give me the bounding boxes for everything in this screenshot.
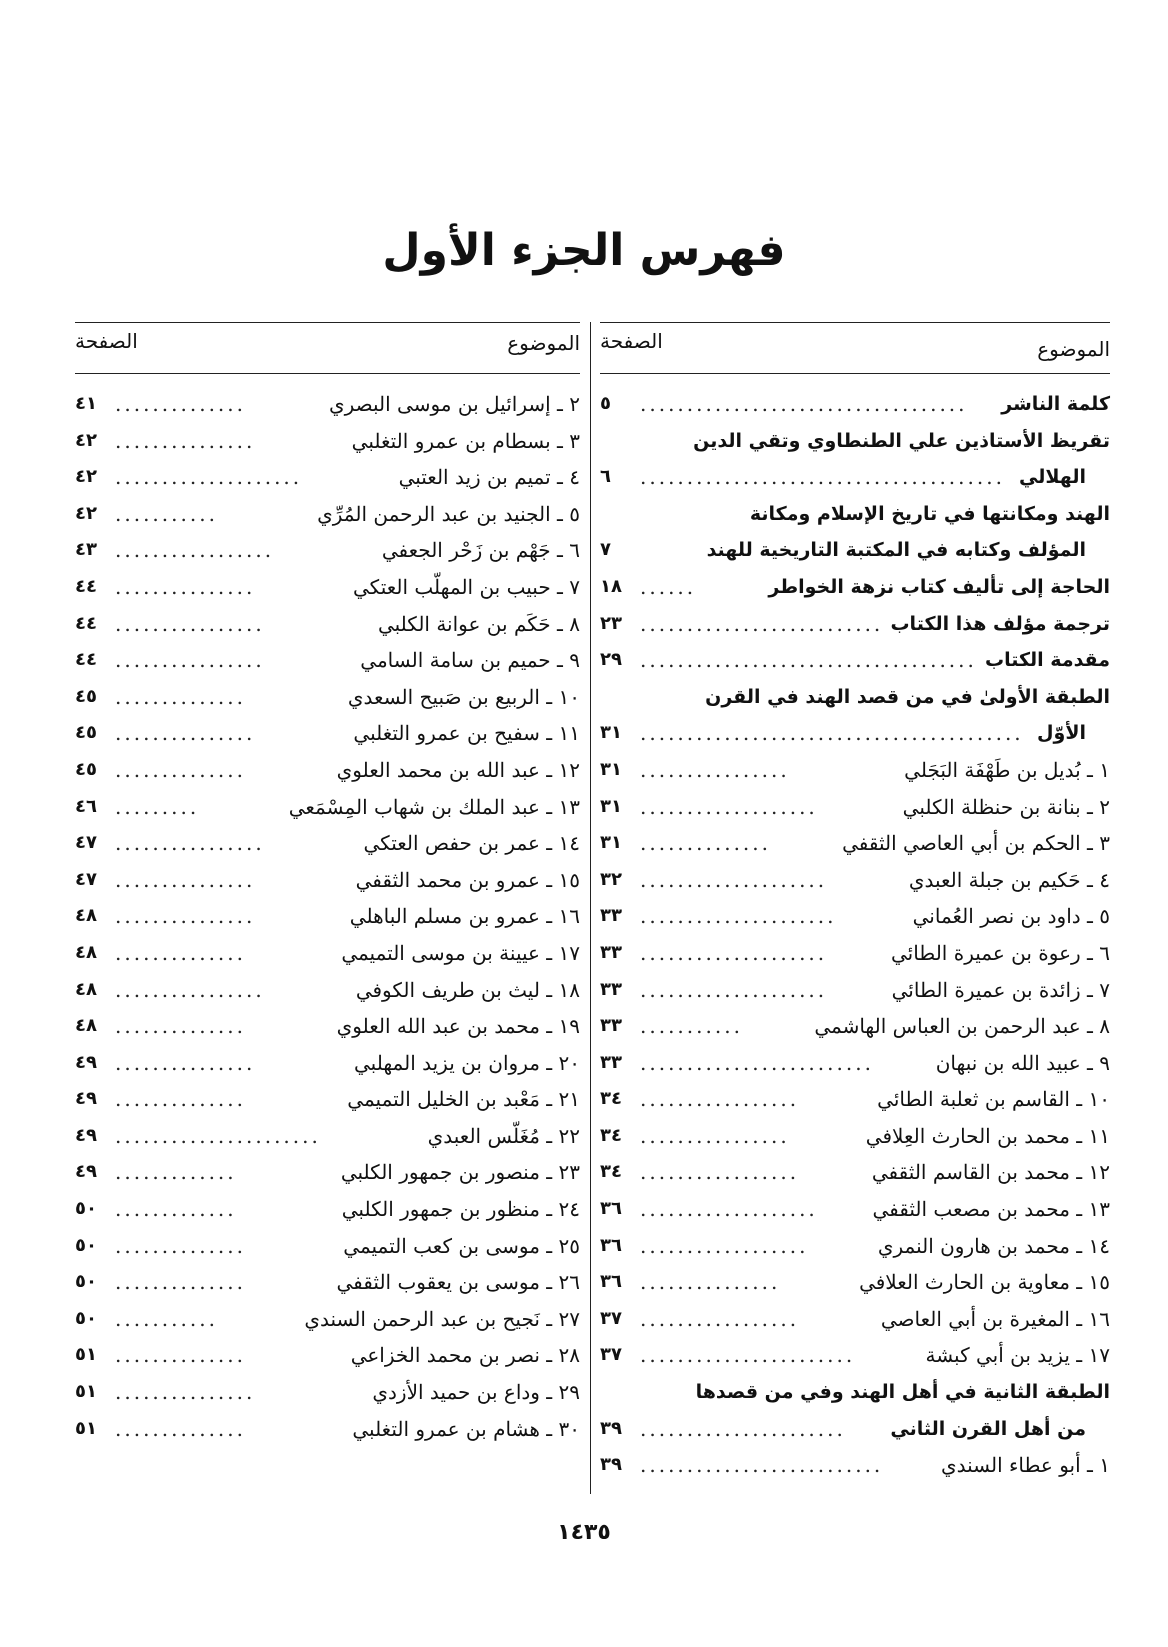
- toc-entry-title: ٢٤ ـ منظور بن جمهور الكلبي: [341, 1197, 580, 1222]
- toc-entry-title: ١٣ ـ عبد الملك بن شهاب المِسْمَعي: [288, 794, 580, 819]
- toc-entry-title: ٥ ـ الجنيد بن عبد الرحمن المُرِّي: [317, 501, 580, 526]
- toc-entry-title: ٥ ـ داود بن نصر العُماني: [912, 904, 1110, 929]
- toc-entry: [600, 606, 1110, 643]
- toc-entry-page: ٣٢: [600, 868, 622, 890]
- toc-entry: [75, 825, 580, 862]
- toc-entry-page: ٤٧: [75, 868, 97, 890]
- page-header: الصفحة: [600, 329, 663, 353]
- dot-leader: ...............: [115, 574, 256, 599]
- dot-leader: ................: [115, 977, 265, 1002]
- toc-entry: [600, 679, 1110, 716]
- toc-entry-title: ٩ ـ عبيد الله بن نبهان: [935, 1050, 1110, 1075]
- toc-entry-title: ١٥ ـ معاوية بن الحارث العلافي: [859, 1270, 1110, 1295]
- toc-entry-title: ٣ ـ الحكم بن أبي العاصي الثقفي: [842, 831, 1110, 856]
- toc-entry: [75, 898, 580, 935]
- dot-leader: ................: [115, 611, 265, 636]
- toc-entry-title: ٤ ـ تميم بن زيد العتبي: [398, 465, 580, 490]
- toc-entry-page: ٤٣: [75, 539, 97, 561]
- toc-entry-title: ١٠ ـ الربيع بن صَبيح السعدي: [347, 684, 580, 709]
- toc-entry-title: ٤ ـ حَكيم بن جبلة العبدي: [908, 867, 1110, 892]
- toc-entry-title: ١٠ ـ القاسم بن ثعلبة الطائي: [877, 1087, 1110, 1112]
- dot-leader: ...................: [640, 794, 818, 819]
- toc-entry-page: ٣٣: [600, 1051, 622, 1073]
- dot-leader: ................: [115, 648, 265, 673]
- toc-entry: [600, 386, 1110, 423]
- toc-entry: [75, 1008, 580, 1045]
- toc-entry: [75, 423, 580, 460]
- dot-leader: ..........................: [640, 1453, 884, 1478]
- dot-leader: .......................: [640, 1343, 856, 1368]
- dot-leader: .............: [115, 1197, 237, 1222]
- toc-entry: [75, 386, 580, 423]
- toc-entry-title: ٣٠ ـ هشام بن عمرو التغلبي: [352, 1416, 580, 1441]
- toc-entry-title: ١٧ ـ يزيد بن أبي كبشة: [925, 1343, 1110, 1368]
- toc-entry-title: من أهل القرن الثاني: [890, 1417, 1086, 1440]
- toc-entry: [600, 1081, 1110, 1118]
- dot-leader: ......................: [640, 1416, 846, 1441]
- toc-entry-page: ٥: [600, 393, 611, 414]
- dot-leader: ....................: [640, 940, 828, 965]
- dot-leader: ...................: [640, 1197, 818, 1222]
- toc-entry-title: ٧ ـ حبيب بن المهلّب العتكي: [353, 574, 580, 599]
- toc-entry-title: ٨ ـ عبد الرحمن بن العباس الهاشمي: [814, 1014, 1110, 1039]
- dot-leader: ................: [115, 831, 265, 856]
- dot-leader: .........................: [640, 1050, 874, 1075]
- toc-entry-page: ٥٠: [75, 1307, 97, 1329]
- dot-leader: ...........: [640, 1014, 743, 1039]
- dot-leader: ....................: [640, 977, 828, 1002]
- toc-entry-page: ٣٧: [600, 1307, 622, 1329]
- toc-entry-title: تقريظ الأستاذين علي الطنطاوي وتقي الدين: [693, 429, 1110, 452]
- toc-entry-page: ٣١: [600, 722, 622, 744]
- toc-entry: [75, 459, 580, 496]
- page-number: ١٤٣٥: [557, 1520, 611, 1545]
- toc-entry-page: ٤٢: [75, 466, 97, 488]
- dot-leader: ...........: [115, 501, 218, 526]
- toc-entry: [75, 1411, 580, 1448]
- toc-entry-page: ٤٨: [75, 1015, 97, 1037]
- toc-entry-title: ٢٦ ـ موسى بن يعقوب الثقفي: [336, 1270, 580, 1295]
- toc-entry-title: ١٢ ـ محمد بن القاسم الثقفي: [871, 1160, 1110, 1185]
- toc-entry-title: ٣ ـ بسطام بن عمرو التغلبي: [351, 428, 580, 453]
- toc-entry: [600, 1411, 1110, 1448]
- toc-entry-page: ٣١: [600, 758, 622, 780]
- toc-entry-page: ٤٤: [75, 649, 97, 671]
- toc-entry-title: ١٨ ـ ليث بن طريف الكوفي: [355, 977, 580, 1002]
- dot-leader: ..............: [115, 1014, 247, 1039]
- dot-leader: ...............: [115, 1050, 256, 1075]
- toc-entry: [75, 1045, 580, 1082]
- toc-entry: [600, 569, 1110, 606]
- toc-entry: [600, 1447, 1110, 1484]
- toc-entry-page: ٢٣: [600, 612, 622, 634]
- dot-leader: ....................: [115, 465, 303, 490]
- toc-entry: [75, 569, 580, 606]
- toc-entry-page: ٣٣: [600, 978, 622, 1000]
- toc-entry: [600, 496, 1110, 533]
- toc-entry-page: ٣٣: [600, 1015, 622, 1037]
- toc-entry-page: ٥٠: [75, 1234, 97, 1256]
- dot-leader: ...............: [115, 904, 256, 929]
- toc-entry-page: ٤٥: [75, 758, 97, 780]
- dot-leader: ..............: [115, 1343, 247, 1368]
- dot-leader: .....................: [640, 904, 837, 929]
- dot-leader: ..............: [115, 392, 247, 416]
- toc-entry-title: الحاجة إلى تأليف كتاب نزهة الخواطر: [768, 575, 1110, 598]
- toc-entry-title: ١ ـ أبو عطاء السندي: [940, 1453, 1110, 1478]
- toc-entry: [75, 1337, 580, 1374]
- toc-entry-page: ٤٢: [75, 502, 97, 524]
- toc-entry-page: ٣٩: [600, 1454, 622, 1476]
- toc-entry: [600, 1118, 1110, 1155]
- dot-leader: .................: [640, 1306, 800, 1331]
- toc-entry: [75, 935, 580, 972]
- toc-entry-title: ١٢ ـ عبد الله بن محمد العلوي: [336, 757, 580, 782]
- toc-entry: [600, 1337, 1110, 1374]
- toc-entry: [600, 1154, 1110, 1191]
- dot-leader: ...............: [115, 721, 256, 746]
- toc-entry: [75, 642, 580, 679]
- dot-leader: ..................: [640, 1233, 809, 1258]
- toc-entry-page: ٥١: [75, 1417, 97, 1439]
- toc-entry: [600, 1374, 1110, 1411]
- toc-entry: [75, 715, 580, 752]
- toc-entry-page: ٤٨: [75, 941, 97, 963]
- toc-entry-title: ١٦ ـ المغيرة بن أبي العاصي: [880, 1306, 1110, 1331]
- toc-entry-page: ٥٠: [75, 1198, 97, 1220]
- toc-entry: [75, 1191, 580, 1228]
- toc-list: [75, 386, 580, 1447]
- dot-leader: .........................................: [640, 721, 1024, 746]
- toc-entry-title: ١١ ـ محمد بن الحارث العِلافي: [865, 1123, 1110, 1148]
- toc-entry-page: ٤٦: [75, 795, 97, 817]
- toc-entry-title: الأوّل: [1037, 722, 1086, 745]
- toc-entry: [75, 1374, 580, 1411]
- dot-leader: ..............: [115, 757, 247, 782]
- toc-entry-page: ٣٣: [600, 941, 622, 963]
- toc-entry-title: ٢٣ ـ منصور بن جمهور الكلبي: [340, 1160, 580, 1185]
- toc-entry-title: ١٥ ـ عمرو بن محمد الثقفي: [355, 867, 580, 892]
- topic-header: الموضوع: [507, 331, 580, 355]
- toc-entry-title: ١٩ ـ محمد بن عبد الله العلوي: [336, 1014, 580, 1039]
- dot-leader: ...............: [640, 1270, 781, 1295]
- toc-entry: [600, 1045, 1110, 1082]
- toc-entry-title: الهند ومكانتها في تاريخ الإسلام ومكانة: [749, 502, 1110, 525]
- column-divider: [590, 322, 591, 1494]
- toc-entry-title: ١٤ ـ محمد بن هارون النمري: [877, 1233, 1110, 1258]
- toc-entry-title: الهلالي: [1019, 466, 1086, 489]
- dot-leader: ...............: [115, 867, 256, 892]
- toc-entry: [600, 1228, 1110, 1265]
- toc-entry-page: ٣٩: [600, 1417, 622, 1439]
- toc-entry-page: ٤٥: [75, 685, 97, 707]
- page-header: الصفحة: [75, 329, 138, 353]
- toc-entry-title: ٢٧ ـ نَجيح بن عبد الرحمن السندي: [304, 1306, 580, 1331]
- dot-leader: ...........: [115, 1306, 218, 1331]
- toc-column-right: [600, 322, 1110, 1484]
- toc-entry: [75, 1228, 580, 1265]
- dot-leader: ...............: [115, 428, 256, 453]
- toc-entry: [600, 1008, 1110, 1045]
- toc-entry: [600, 862, 1110, 899]
- dot-leader: ...................................: [640, 392, 968, 416]
- toc-entry: [75, 972, 580, 1009]
- toc-entry: [75, 789, 580, 826]
- toc-entry-title: ٢٨ ـ نصر بن محمد الخزاعي: [350, 1343, 580, 1368]
- toc-entry-page: ٣٦: [600, 1198, 622, 1220]
- toc-entry-page: ٥٠: [75, 1271, 97, 1293]
- toc-entry-page: ٣٧: [600, 1344, 622, 1366]
- toc-entry: [600, 459, 1110, 496]
- toc-entry-title: الطبقة الأولىٰ في من قصد الهند في القرن: [705, 685, 1110, 708]
- toc-entry: [600, 715, 1110, 752]
- toc-entry-page: ٤٩: [75, 1051, 97, 1073]
- toc-entry: [75, 679, 580, 716]
- toc-entry-page: ٤١: [75, 393, 97, 414]
- toc-entry-page: ٤٩: [75, 1161, 97, 1183]
- toc-entry-title: ١٤ ـ عمر بن حفص العتكي: [363, 831, 580, 856]
- toc-entry: [600, 1301, 1110, 1338]
- column-header: [600, 322, 1110, 374]
- toc-entry-title: ٩ ـ حميم بن سامة السامي: [360, 648, 580, 673]
- dot-leader: .................: [115, 538, 275, 563]
- dot-leader: ..............: [115, 684, 247, 709]
- toc-entry: [75, 1081, 580, 1118]
- toc-entry-title: ٦ ـ جَهْم بن زَحْر الجعفي: [381, 538, 580, 563]
- toc-entry-page: ٥١: [75, 1344, 97, 1366]
- toc-entry-title: ٧ ـ زائدة بن عميرة الطائي: [891, 977, 1110, 1002]
- toc-entry-title: كلمة الناشر: [1001, 393, 1110, 415]
- toc-entry-title: ٢٢ ـ مُغَلّس العبدي: [427, 1123, 580, 1148]
- column-header: [75, 322, 580, 374]
- dot-leader: ...............: [115, 1380, 256, 1405]
- toc-entry-page: ٤٨: [75, 978, 97, 1000]
- dot-leader: .........: [115, 794, 200, 819]
- dot-leader: ................: [640, 1123, 790, 1148]
- toc-entry: [600, 752, 1110, 789]
- dot-leader: .............: [115, 1160, 237, 1185]
- toc-entry-page: ٣٦: [600, 1271, 622, 1293]
- toc-entry-title: ١٧ ـ عيينة بن موسى التميمي: [341, 940, 580, 965]
- toc-entry-title: ١ ـ بُديل بن طَهْفَة البَجَلي: [904, 757, 1110, 782]
- toc-entry-page: ٥١: [75, 1381, 97, 1403]
- dot-leader: ......: [640, 574, 697, 599]
- toc-entry-page: ٣١: [600, 832, 622, 854]
- toc-entry-page: ٤٤: [75, 575, 97, 597]
- toc-entry-title: ٢٠ ـ مروان بن يزيد المهلبي: [354, 1050, 580, 1075]
- toc-entry-page: ٦: [600, 466, 611, 488]
- toc-entry: [600, 898, 1110, 935]
- toc-entry: [600, 935, 1110, 972]
- toc-list: [600, 386, 1110, 1484]
- toc-entry-page: ٣٤: [600, 1124, 622, 1146]
- dot-leader: ..............: [115, 1087, 247, 1112]
- dot-leader: ..............: [115, 1270, 247, 1295]
- dot-leader: ................: [640, 757, 790, 782]
- dot-leader: .................: [640, 1087, 800, 1112]
- toc-entry: [600, 1191, 1110, 1228]
- toc-entry-page: ٤٧: [75, 832, 97, 854]
- toc-entry: [600, 1264, 1110, 1301]
- toc-entry-title: ٢١ ـ مَعْبد بن الخليل التميمي: [347, 1087, 580, 1112]
- toc-entry: [75, 1154, 580, 1191]
- dot-leader: ..............: [640, 831, 772, 856]
- dot-leader: ......................: [115, 1123, 321, 1148]
- toc-entry: [75, 752, 580, 789]
- toc-entry-page: ٤٩: [75, 1124, 97, 1146]
- dot-leader: ....................: [640, 867, 828, 892]
- toc-entry-title: المؤلف وكتابه في المكتبة التاريخية للهند: [706, 539, 1086, 562]
- toc-entry-title: ٢٥ ـ موسى بن كعب التميمي: [343, 1233, 580, 1258]
- dot-leader: .................: [640, 1160, 800, 1185]
- dot-leader: ..........................: [640, 611, 884, 636]
- toc-entry: [75, 1301, 580, 1338]
- toc-entry-page: ٣١: [600, 795, 622, 817]
- toc-entry-title: الطبقة الثانية في أهل الهند وفي من قصدها: [695, 1381, 1110, 1404]
- toc-entry: [600, 789, 1110, 826]
- toc-entry-page: ٤٢: [75, 429, 97, 451]
- toc-entry-page: ٣٦: [600, 1234, 622, 1256]
- toc-entry: [75, 532, 580, 569]
- toc-entry-page: ٤٤: [75, 612, 97, 634]
- toc-entry-title: ١١ ـ سفيح بن عمرو التغلبي: [353, 721, 580, 746]
- toc-entry-page: ٣٤: [600, 1161, 622, 1183]
- dot-leader: ....................................: [640, 648, 977, 673]
- topic-header: الموضوع: [1037, 337, 1110, 361]
- toc-entry-page: ٤٩: [75, 1088, 97, 1110]
- toc-entry-page: ٧: [600, 539, 611, 561]
- toc-entry-title: ترجمة مؤلف هذا الكتاب: [890, 612, 1110, 635]
- toc-entry-page: ٤٨: [75, 905, 97, 927]
- toc-entry-page: ١٨: [600, 575, 622, 597]
- toc-entry: [600, 972, 1110, 1009]
- toc-entry: [600, 642, 1110, 679]
- page-title: فهرس الجزء الأول: [382, 225, 786, 276]
- toc-entry-title: ٦ ـ رعوة بن عميرة الطائي: [890, 940, 1110, 965]
- toc-entry: [75, 606, 580, 643]
- toc-entry: [75, 1264, 580, 1301]
- toc-entry: [75, 862, 580, 899]
- toc-entry-page: ٣٣: [600, 905, 622, 927]
- toc-entry-title: ٢ ـ إسرائيل بن موسى البصري: [328, 392, 580, 416]
- toc-entry-title: ١٦ ـ عمرو بن مسلم الباهلي: [349, 904, 580, 929]
- toc-entry-title: ١٣ ـ محمد بن مصعب الثقفي: [872, 1197, 1110, 1222]
- toc-entry: [600, 532, 1110, 569]
- toc-entry-page: ٣٤: [600, 1088, 622, 1110]
- toc-entry-title: ٢٩ ـ وداع بن حميد الأزدي: [372, 1380, 580, 1405]
- dot-leader: .......................................: [640, 465, 1005, 490]
- toc-entry: [75, 1118, 580, 1155]
- toc-entry-title: ٢ ـ بنانة بن حنظلة الكلبي: [902, 794, 1110, 819]
- toc-entry: [75, 496, 580, 533]
- dot-leader: ..............: [115, 940, 247, 965]
- toc-entry: [600, 423, 1110, 460]
- toc-entry-page: ٢٩: [600, 649, 622, 671]
- toc-entry-title: مقدمة الكتاب: [985, 649, 1110, 672]
- dot-leader: ..............: [115, 1416, 247, 1441]
- toc-entry: [600, 825, 1110, 862]
- toc-entry-title: ٨ ـ حَكَم بن عوانة الكلبي: [377, 611, 580, 636]
- toc-column-left: [75, 322, 580, 1447]
- dot-leader: ..............: [115, 1233, 247, 1258]
- toc-entry-page: ٤٥: [75, 722, 97, 744]
